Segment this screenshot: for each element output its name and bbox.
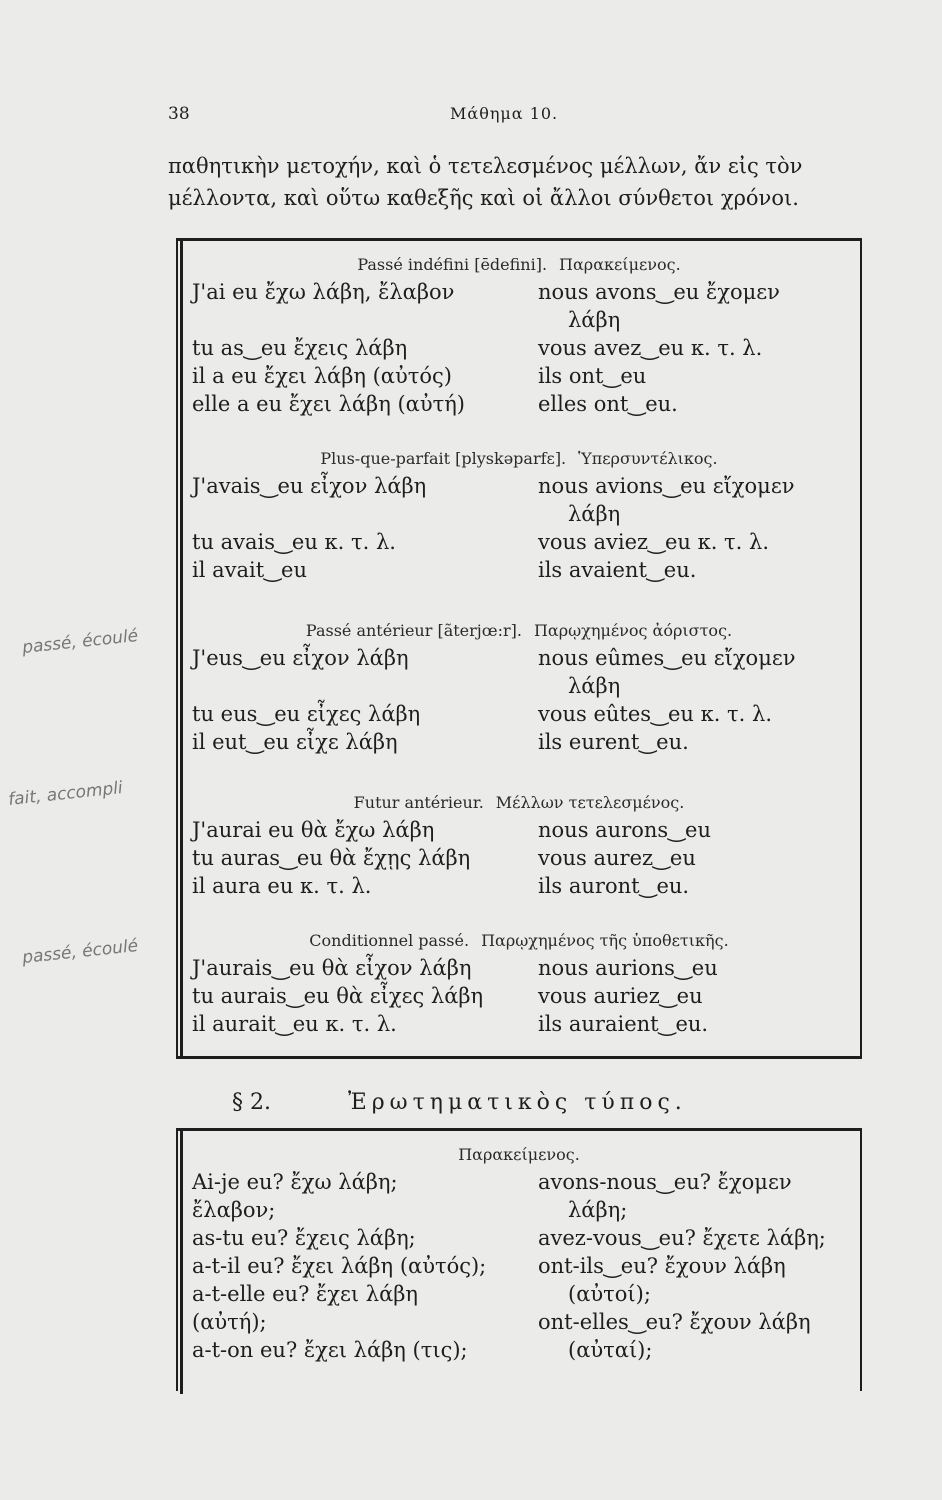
section-interrogative-parakeimenos bbox=[178, 1145, 860, 1366]
row-left-text: il avait‿eu bbox=[192, 558, 307, 582]
row-right-text: vous avez‿eu κ. τ. λ. bbox=[538, 336, 763, 360]
running-head: Μάθημα 10. bbox=[450, 104, 559, 123]
row-left-text: ἔλαβον; bbox=[192, 1198, 276, 1222]
row-left-text: a-t-elle eu? ἔχει λάβη bbox=[192, 1282, 418, 1306]
row-right-text: avez-vous‿eu? ἔχετε λάβη; bbox=[538, 1226, 826, 1250]
row-left-text: elle a eu ἔχει λάβη (αὐτή) bbox=[192, 392, 465, 416]
table-row bbox=[178, 874, 860, 902]
french-tense-name: Plus-que-parfait [plyskəparfɛ]. bbox=[320, 449, 567, 468]
section-head bbox=[178, 931, 860, 950]
section-head bbox=[178, 793, 860, 812]
row-right-text: ils auraient‿eu. bbox=[538, 1012, 709, 1036]
row-right-text: vous eûtes‿eu κ. τ. λ. bbox=[538, 702, 773, 726]
row-right-continuation: (αὐτοί); bbox=[568, 1282, 651, 1306]
row-right-continuation: (αὐταί); bbox=[568, 1338, 653, 1362]
row-right-continuation: λάβη bbox=[568, 674, 621, 698]
section-passe-indefini bbox=[178, 255, 860, 420]
row-left-text: (αὐτή); bbox=[192, 1310, 267, 1334]
row-left-text: tu as‿eu ἔχεις λάβη bbox=[192, 336, 408, 360]
row-left-text: il eut‿eu εἶχε λάβη bbox=[192, 730, 398, 754]
row-right-text: ils eurent‿eu. bbox=[538, 730, 689, 754]
table-row bbox=[178, 984, 860, 1012]
table-row bbox=[178, 818, 860, 846]
row-right-text: vous auriez‿eu bbox=[538, 984, 703, 1008]
greek-tense-name: Παρῳχημένος ἀόριστος. bbox=[533, 621, 733, 640]
table-row bbox=[178, 846, 860, 874]
row-right-text: ont-ils‿eu? ἔχουν λάβη bbox=[538, 1254, 786, 1278]
table-row bbox=[178, 308, 860, 336]
table-row bbox=[178, 1198, 860, 1226]
french-tense-name: Passé indéfini [ēdefini]. bbox=[357, 255, 548, 274]
row-left-text: J'aurais‿eu θὰ εἶχον λάβη bbox=[192, 956, 472, 980]
row-right-text: nous aurions‿eu bbox=[538, 956, 718, 980]
table-row bbox=[178, 702, 860, 730]
table-row bbox=[178, 1282, 860, 1310]
row-right-text: nous avons‿eu ἔχομεν bbox=[538, 280, 780, 304]
section-head: Παρακείμενος. bbox=[458, 1145, 580, 1164]
row-left-text: tu aurais‿eu θὰ εἶχες λάβη bbox=[192, 984, 484, 1008]
greek-tense-name: Παρῳχημένος τῆς ὑποθετικῆς. bbox=[481, 931, 729, 950]
row-left-text: il aurait‿eu κ. τ. λ. bbox=[192, 1012, 397, 1036]
row-right-text: ils ont‿eu bbox=[538, 364, 647, 388]
row-right-text: ils auront‿eu. bbox=[538, 874, 690, 898]
table-row bbox=[178, 1226, 860, 1254]
table-row bbox=[178, 730, 860, 758]
table-row bbox=[178, 956, 860, 984]
section-passe-anterieur bbox=[178, 621, 860, 758]
row-left-text: il a eu ἔχει λάβη (αὐτός) bbox=[192, 364, 452, 388]
greek-tense-name: Παρακείμενος. bbox=[559, 255, 681, 274]
table-row bbox=[178, 1170, 860, 1198]
row-right-continuation: λάβη bbox=[568, 502, 621, 526]
table-row bbox=[178, 674, 860, 702]
table-row bbox=[178, 502, 860, 530]
intro-line: παθητικὴν μετοχήν, καὶ ὁ τετελεσμένος μέλλων, ἄν εἰς τὸν bbox=[168, 154, 803, 178]
conjugation-table-compound-tenses bbox=[176, 238, 862, 1059]
row-left-text: J'aurai eu θὰ ἔχω λάβη bbox=[192, 818, 435, 842]
section-conditionnel-passe bbox=[178, 931, 860, 1040]
row-right-continuation: λάβη; bbox=[568, 1198, 628, 1222]
table-row bbox=[178, 364, 860, 392]
row-right-text: nous avions‿eu εἴχομεν bbox=[538, 474, 795, 498]
margin-note: passé, écoulé bbox=[21, 625, 140, 659]
row-left-text: J'avais‿eu εἶχον λάβη bbox=[192, 474, 427, 498]
table-row bbox=[178, 280, 860, 308]
section-head bbox=[178, 621, 860, 640]
margin-note: fait, accompli bbox=[7, 778, 124, 810]
row-left-text: Ai-je eu? ἔχω λάβη; bbox=[192, 1170, 398, 1194]
row-left-text: tu avais‿eu κ. τ. λ. bbox=[192, 530, 396, 554]
table-row bbox=[178, 1012, 860, 1040]
table-row bbox=[178, 530, 860, 558]
table-row bbox=[178, 1254, 860, 1282]
row-right-text: nous eûmes‿eu εἴχομεν bbox=[538, 646, 796, 670]
row-right-text: elles ont‿eu. bbox=[538, 392, 678, 416]
row-right-text: vous aviez‿eu κ. τ. λ. bbox=[538, 530, 770, 554]
row-right-text: ils avaient‿eu. bbox=[538, 558, 697, 582]
row-left-text: as-tu eu? ἔχεις λάβη; bbox=[192, 1226, 416, 1250]
row-left-text: tu auras‿eu θὰ ἔχῃς λάβη bbox=[192, 846, 471, 870]
intro-paragraph bbox=[168, 150, 858, 214]
conjugation-table-interrogative bbox=[176, 1128, 862, 1391]
row-right-text: vous aurez‿eu bbox=[538, 846, 696, 870]
section-head bbox=[178, 255, 860, 274]
page-number: 38 bbox=[168, 104, 190, 124]
table-row bbox=[178, 392, 860, 420]
section-plus-que-parfait bbox=[178, 449, 860, 586]
french-tense-name: Conditionnel passé. bbox=[309, 931, 470, 950]
section-futur-anterieur bbox=[178, 793, 860, 902]
section-title: Ἐρωτηματικὸς τύπος. bbox=[347, 1090, 687, 1115]
row-left-text: J'ai eu ἔχω λάβη, ἔλαβον bbox=[192, 280, 455, 304]
row-right-text: ont-elles‿eu? ἔχουν λάβη bbox=[538, 1310, 811, 1334]
row-left-text: J'eus‿eu εἶχον λάβη bbox=[192, 646, 409, 670]
row-left-text: a-t-on eu? ἔχει λάβη (τις); bbox=[192, 1338, 468, 1362]
french-tense-name: Passé antérieur [ãterjœ:r]. bbox=[305, 621, 522, 640]
row-right-text: avons-nous‿eu? ἔχομεν bbox=[538, 1170, 792, 1194]
french-tense-name: Futur antérieur. bbox=[353, 793, 484, 812]
intro-line: μέλλοντα, καὶ οὕτω καθεξῆς καὶ οἱ ἄλλοι σύνθετοι χρόνοι. bbox=[168, 186, 799, 210]
row-right-text: nous aurons‿eu bbox=[538, 818, 712, 842]
table-row bbox=[178, 1310, 860, 1338]
table-row bbox=[178, 646, 860, 674]
section-heading-interrogative bbox=[232, 1090, 687, 1115]
row-right-continuation: λάβη bbox=[568, 308, 621, 332]
table-row bbox=[178, 558, 860, 586]
row-left-text: tu eus‿eu εἶχες λάβη bbox=[192, 702, 421, 726]
greek-tense-name: Μέλλων τετελεσμένος. bbox=[495, 793, 685, 812]
section-head bbox=[178, 449, 860, 468]
table-row bbox=[178, 474, 860, 502]
section-symbol: § 2. bbox=[232, 1090, 271, 1115]
row-left-text: a-t-il eu? ἔχει λάβη (αὐτός); bbox=[192, 1254, 487, 1278]
greek-tense-name: Ὑπερσυντέλικος. bbox=[578, 449, 718, 468]
table-row bbox=[178, 1338, 860, 1366]
margin-note: passé, écoulé bbox=[21, 935, 140, 969]
table-row bbox=[178, 336, 860, 364]
row-left-text: il aura eu κ. τ. λ. bbox=[192, 874, 372, 898]
